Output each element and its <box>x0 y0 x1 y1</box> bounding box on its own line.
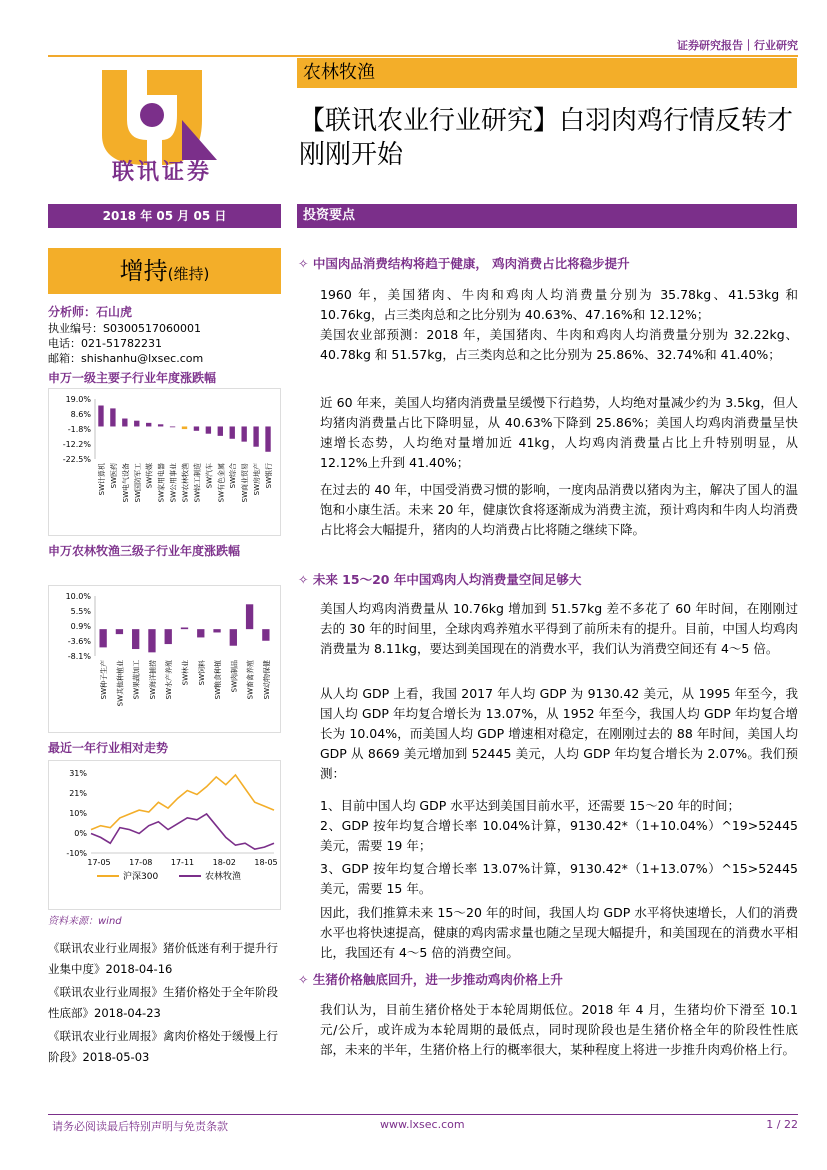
section2-para-1: 美国人均鸡肉消费量从 10.76kg 增加到 51.57kg 差不多花了 60 年时间，在刚刚过去的 30 年的时间里，全球肉鸡养殖水平得到了前所未有的提升。目前，中国人均鸡肉消费量为 8.11kg，要达到美国现在的消费水平，我们认为消费空间还有 4～5 倍。 <box>320 601 798 656</box>
logo-text: 联讯证券 <box>111 160 212 185</box>
bar <box>99 629 106 647</box>
x-tick-label: SW林业 <box>181 660 190 686</box>
y-tick-label: -3.6% <box>67 637 91 646</box>
logo-dot <box>140 103 164 127</box>
section-heading-1: ✧ 中国肉品消费结构将趋于健康， 鸡肉消费占比将稳步提升 <box>298 256 630 271</box>
y-tick-label: -22.5% <box>62 455 91 464</box>
y-tick-label: -10% <box>66 849 87 858</box>
x-tick-label: SW计算机 <box>97 463 106 496</box>
y-tick-label: 10% <box>69 809 87 818</box>
bar <box>213 629 220 632</box>
bar <box>132 629 139 649</box>
bar <box>262 629 269 641</box>
x-tick-label: SW动物保健 <box>262 660 271 700</box>
x-tick-label: SW医药 <box>109 463 118 489</box>
bar <box>206 426 211 433</box>
x-tick-label: 17-08 <box>129 858 153 867</box>
x-tick-label: SW家用电器 <box>157 463 166 503</box>
report-date: 2018 年 05 月 05 日 <box>48 204 281 228</box>
bar <box>148 629 155 652</box>
related-report-2[interactable]: 《联讯农业行业周报》生猪价格处于全年阶段性底部》2018-04-23 <box>48 985 278 1020</box>
y-tick-label: 31% <box>69 769 87 778</box>
related-report-1[interactable]: 《联讯农业行业周报》猪价低迷有利于提升行业集中度》2018-04-16 <box>48 941 278 976</box>
x-tick-label: 18-02 <box>212 858 236 867</box>
section-heading-2: ✧ 未来 15～20 年中国鸡肉人均消费量空间足够大 <box>298 572 582 587</box>
x-tick-label: SW公用事业 <box>169 463 178 503</box>
x-tick-label: 17-05 <box>87 858 111 867</box>
x-tick-label: SW汽车 <box>205 463 214 489</box>
analyst-name: 分析师：石山虎 <box>48 305 133 319</box>
y-tick-label: -1.8% <box>67 425 91 434</box>
chart3-relative-line <box>48 760 281 910</box>
x-tick-label: SW水产养殖 <box>165 660 174 700</box>
y-tick-label: 10.0% <box>65 592 91 601</box>
bar <box>230 629 237 646</box>
footer-page: 1 / 22 <box>766 1118 798 1131</box>
x-tick-label: SW果蔬加工 <box>132 660 141 700</box>
chart1-industry-bar <box>48 388 281 536</box>
logo-shape-left <box>102 70 147 165</box>
x-tick-label: SW海洋捕捞 <box>148 660 157 700</box>
bar <box>146 423 151 427</box>
rating-box <box>48 248 281 294</box>
analyst-phone: 电话：021-51782231 <box>48 337 162 350</box>
x-tick-label: SW有色金属 <box>217 463 226 503</box>
bar <box>110 408 115 426</box>
section2-para-5: 3、GDP 按年均复合增长率 13.07%计算，9130.42*（1+13.07%）^15>52445 美元，需要 15 年。 <box>320 861 798 896</box>
x-tick-label: SW畜禽养殖 <box>246 660 255 700</box>
section1-para-3: 近 60 年来，美国人均猪肉消费量呈缓慢下行趋势，人均绝对量减少约为 3.5kg，但人均猪肉消费量占比下降明显，从 40.63%下降到 25.86%；美国人均鸡肉消费量呈快速增长态势，人均绝对量增加近 41kg，人均鸡肉消费量占比上升特别明显，从 12.12%上升到 41.40%； <box>320 395 798 470</box>
footer-disclaimer[interactable]: 请务必阅读最后特别声明与免责条款 <box>52 1120 228 1133</box>
x-tick-label: SW商业贸易 <box>241 463 250 503</box>
rating-main: 增持 <box>119 257 168 285</box>
chart2-title: 申万农林牧渔三级子行业年度涨跌幅 <box>48 544 241 558</box>
bar <box>116 629 123 634</box>
analyst-email[interactable]: 邮箱：shishanhu@lxsec.com <box>48 352 204 365</box>
bar <box>165 629 172 644</box>
section3-para-1: 我们认为，目前生猪价格处于本轮周期低位。2018 年 4 月，生猪均价下滑至 10.1 元/公斤，或许成为本轮周期的最低点，同时现阶段也是生猪价格全年的阶段性性底部，未来的半年，生猪价格上行的概率很大，某种程度上将进一步推升肉鸡价格上行。 <box>320 1002 798 1057</box>
y-tick-label: -12.2% <box>62 440 91 449</box>
section-heading-3: ✧ 生猪价格触底回升，进一步推动鸡肉价格上升 <box>298 972 563 987</box>
y-tick-label: 0% <box>74 829 87 838</box>
x-tick-label: SW国防军工 <box>133 463 142 503</box>
bar <box>194 426 199 430</box>
legend-label: 农林牧渔 <box>205 872 242 882</box>
x-tick-label: SW饲料 <box>197 660 206 686</box>
x-tick-label: 17-11 <box>170 858 195 867</box>
rating-sub: (维持) <box>167 265 210 283</box>
y-tick-label: 19.0% <box>65 395 91 404</box>
bar <box>265 426 270 451</box>
y-tick-label: 5.5% <box>70 607 91 616</box>
bar <box>253 426 258 446</box>
footer-divider <box>48 1114 798 1115</box>
related-report-3[interactable]: 《联讯农业行业周报》禽肉价格处于缓慢上行阶段》2018-05-03 <box>48 1029 278 1064</box>
bar <box>170 426 175 427</box>
footer-url[interactable]: www.lxsec.com <box>380 1118 465 1131</box>
x-tick-label: SW种子生产 <box>100 660 109 700</box>
x-tick-label: SW电气设备 <box>121 463 130 503</box>
x-tick-label: SW轻工制造 <box>193 463 202 503</box>
legend-label: 沪深300 <box>123 872 159 882</box>
bar <box>181 627 188 629</box>
bar <box>134 421 139 427</box>
bar <box>246 604 253 629</box>
chart1-title: 申万一级主要子行业年度涨跌幅 <box>48 371 217 385</box>
y-tick-label: 8.6% <box>70 410 91 419</box>
section2-para-6: 因此，我们推算未来 15～20 年的时间，我国人均 GDP 水平将快速增长，人们的消费水平也将快速提高，健康的鸡肉需求量也随之呈现大幅提升，和美国现在的消费水平相比，我国还有 4～5 倍的消费空间。 <box>320 905 798 960</box>
section1-para-2: 美国农业部预测：2018 年，美国猪肉、牛肉和鸡肉人均消费量分别为 32.22kg、40.78kg 和 51.57kg，占三类肉总和之比分别为 25.86%、32.74%和 41.40%； <box>320 327 798 362</box>
section2-para-2: 从人均 GDP 上看，我国 2017 年人均 GDP 为 9130.42 美元，从 1995 年至今，我国人均 GDP 年均复合增长为 13.07%，从 1952 年至今，我国人均 GDP 年均复合增长为 10.04%，而美国人均 GDP 增速相对稳定，在刚刚过去的 88 年时间，美国人均 GDP 从 8669 美元增加到 52445 美元，人均 GDP 年均复合增长为 2.07%。我们预测： <box>320 686 798 781</box>
x-tick-label: SW综合 <box>229 463 238 489</box>
section-label: 投资要点 <box>297 204 797 228</box>
source-note: 资料来源：wind <box>48 916 122 927</box>
chart3-title: 最近一年行业相对走势 <box>48 741 169 755</box>
y-tick-label: -8.1% <box>67 652 91 661</box>
bar <box>241 426 246 441</box>
x-tick-label: SW传媒 <box>145 463 154 489</box>
x-tick-label: SW其他种植业 <box>116 660 125 707</box>
y-tick-label: 21% <box>69 789 87 798</box>
x-tick-label: SW农林牧渔 <box>181 463 190 503</box>
bar <box>197 629 204 637</box>
bar <box>230 426 235 438</box>
bar <box>158 424 163 426</box>
report-title: 【联讯农业行业研究】白羽肉鸡行情反转才刚刚开始 <box>299 106 794 170</box>
x-tick-label: SW房地产 <box>253 463 262 496</box>
top-divider <box>48 55 798 57</box>
section2-para-4: 2、GDP 按年均复合增长率 10.04%计算，9130.42*（1+10.04%）^19>52445 美元，需要 19 年； <box>320 818 798 853</box>
section1-para-4: 在过去的 40 年，中国受消费习惯的影响，一度肉品消费以猪肉为主，解决了国人的温饱和小康生活。未来 20 年，健康饮食将逐渐成为消费主流，预计鸡肉和牛肉人均消费占比将会大幅提升，猪肉的人均消费占比将随之继续下降。 <box>320 482 798 537</box>
section1-para-1: 1960 年，美国猪肉、牛肉和鸡肉人均消费量分别为 35.78kg、41.53kg 和 10.76kg，占三类肉总和之比分别为 40.63%、47.16%和 12.12%； <box>320 287 798 322</box>
sector-label: 农林牧渔 <box>297 58 797 88</box>
analyst-license: 执业编号：S0300517060001 <box>48 322 201 335</box>
x-tick-label: SW粮食种植 <box>214 660 223 700</box>
report-type: 证券研究报告｜行业研究 <box>677 39 798 52</box>
x-tick-label: SW肉制品 <box>230 660 239 693</box>
bar <box>182 426 187 429</box>
x-tick-label: SW银行 <box>265 463 274 489</box>
bar <box>98 406 103 427</box>
bar <box>218 426 223 435</box>
section2-para-3: 1、目前中国人均 GDP 水平达到美国目前水平，还需要 15～20 年的时间； <box>320 798 741 813</box>
bar <box>122 419 127 427</box>
y-tick-label: 0.9% <box>70 622 91 631</box>
chart2-subsector-bar <box>48 585 281 733</box>
x-tick-label: 18-05 <box>254 858 278 867</box>
